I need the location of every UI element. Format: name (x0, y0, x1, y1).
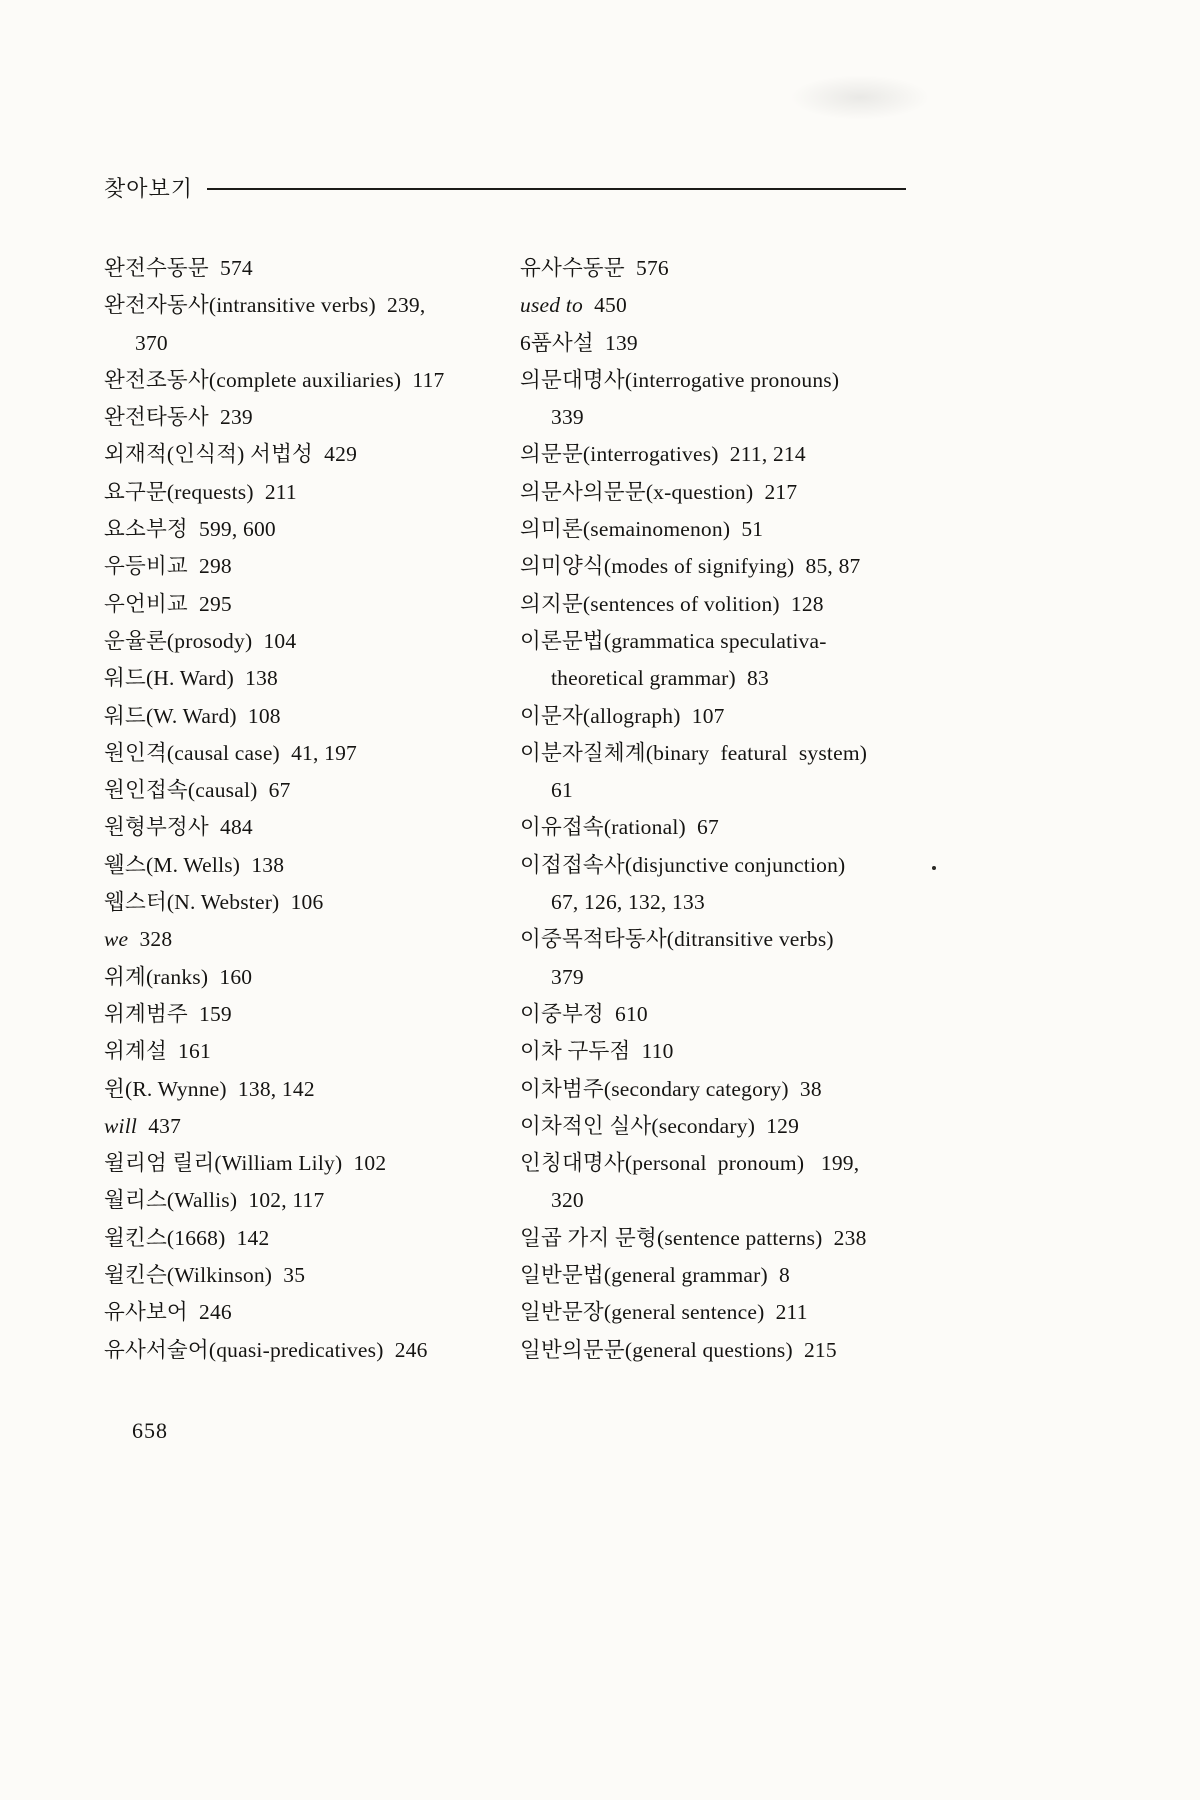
index-entry-text: 유사수동문 576 (520, 256, 669, 280)
index-entry-continuation (520, 399, 936, 436)
index-entry (104, 698, 520, 735)
index-entry-continuation (520, 884, 936, 921)
index-entry (520, 287, 936, 324)
index-entry (104, 362, 520, 399)
index-entry-text: 완전타동사 239 (104, 405, 253, 430)
index-entry-text: 이접접속사(disjunctive conjunction) (520, 852, 846, 877)
index-entry-text: 이중목적타동사(ditransitive verbs) (520, 927, 834, 952)
index-entry (520, 996, 936, 1033)
index-entry-text: 의미양식(modes of signifying) 85, 87 (520, 554, 861, 579)
index-entry-text: 이차적인 실사(secondary) 129 (520, 1113, 800, 1138)
index-entry-text: 일반문장(general sentence) 211 (520, 1300, 808, 1325)
index-entry-text: 일반문법(general grammar) 8 (520, 1263, 790, 1288)
index-entry-text: 윈(R. Wynne) 138, 142 (104, 1076, 315, 1101)
index-entry-text: 이유접속(rational) 67 (520, 815, 719, 840)
index-entry-text: 이차 구두점 110 (520, 1039, 674, 1064)
index-entry (520, 325, 936, 362)
index-entry (104, 1033, 520, 1070)
index-entry-text: 450 (582, 293, 627, 318)
index-entry-text: 윌리엄 릴리(William Lily) 102 (104, 1151, 387, 1176)
index-entry-text: 원인격(causal case) 41, 197 (104, 740, 357, 765)
page-number: 658 (132, 1418, 168, 1443)
index-entry (520, 1071, 936, 1108)
index-entry-continuation (520, 660, 936, 697)
index-entry-text: 339 (551, 405, 584, 430)
index-entry-text: 완전수동문 574 (104, 256, 253, 280)
index-entry (520, 548, 936, 585)
scan-artifact-dot (932, 866, 936, 870)
index-entry (520, 1033, 936, 1070)
page-header-title: 찾아보기 (104, 176, 194, 201)
index-entry (104, 996, 520, 1033)
index-entry (104, 436, 520, 473)
index-entry (520, 1220, 936, 1257)
index-entry-text: 우언비교 295 (104, 591, 232, 616)
index-entry (104, 772, 520, 809)
index-entry (104, 884, 520, 921)
index-entry (520, 809, 936, 846)
index-entry-text: 일곱 가지 문형(sentence patterns) 238 (520, 1225, 867, 1250)
index-entry-text: 위계설 161 (104, 1039, 211, 1064)
index-entry-continuation (520, 959, 936, 996)
index-entry (520, 921, 936, 958)
index-entry-text: 일반의문문(general questions) 215 (520, 1337, 837, 1362)
index-entry (104, 1182, 520, 1219)
index-column-right (520, 250, 936, 1369)
index-entry-text: 의지문(sentences of volition) 128 (520, 591, 824, 616)
page-header (104, 172, 906, 203)
index-term-italic: we (104, 927, 129, 952)
index-entry-text: 웹스터(N. Webster) 106 (104, 890, 324, 915)
index-entry (520, 362, 936, 399)
index-entry-text: 437 (137, 1113, 182, 1138)
index-entry-text: 의문문(interrogatives) 211, 214 (520, 442, 806, 467)
index-entry-text: 외재적(인식적) 서법성 429 (104, 442, 358, 467)
index-entry (520, 1145, 936, 1182)
index-entry-text: 유사서술어(quasi-predicatives) 246 (104, 1337, 428, 1362)
index-entry-text: 320 (551, 1188, 584, 1213)
header-rule (207, 188, 906, 191)
index-column-left (104, 250, 520, 1369)
index-entry (104, 959, 520, 996)
index-entry-text: 61 (551, 778, 573, 803)
index-entry (520, 1294, 936, 1331)
index-entry-continuation (520, 1182, 936, 1219)
index-entry (104, 511, 520, 548)
index-entry (104, 921, 520, 958)
index-entry-text: 의미론(semainomenon) 51 (520, 517, 764, 542)
index-entry (520, 586, 936, 623)
index-entry (520, 250, 936, 287)
index-entry (520, 474, 936, 511)
index-entry-text: 워드(H. Ward) 138 (104, 666, 278, 691)
index-entry-text: 월리스(Wallis) 102, 117 (104, 1188, 325, 1213)
index-entry-text: 윌킨스(1668) 142 (104, 1225, 270, 1250)
index-entry-text: 워드(W. Ward) 108 (104, 703, 281, 728)
index-entry-text: 이문자(allograph) 107 (520, 703, 725, 728)
index-entry (104, 399, 520, 436)
index-entry-continuation (104, 325, 520, 362)
index-entry (104, 474, 520, 511)
index-entry-text: 의문대명사(interrogative pronouns) (520, 367, 840, 392)
index-entry (520, 1257, 936, 1294)
index-entry (104, 809, 520, 846)
index-entry-text: 이분자질체계(binary featural system) (520, 740, 868, 765)
index-entry-text: 인칭대명사(personal pronoum) 199, (520, 1151, 860, 1176)
index-entry (104, 735, 520, 772)
index-entry-text: 완전조동사(complete auxiliaries) 117 (104, 367, 445, 392)
index-entry-continuation (520, 772, 936, 809)
index-entry (520, 698, 936, 735)
index-entry-text: 우등비교 298 (104, 554, 232, 579)
index-entry-text: 67, 126, 132, 133 (551, 890, 705, 915)
index-entry-text: 이론문법(grammatica speculativa- (520, 628, 827, 653)
index-entry (104, 250, 520, 287)
index-entry-text: 328 (128, 927, 173, 952)
index-entry-text: 이차범주(secondary category) 38 (520, 1076, 822, 1101)
index-entry-text: 원형부정사 484 (104, 815, 253, 840)
index-entry-text: 유사보어 246 (104, 1300, 232, 1325)
index-entry (104, 1332, 520, 1369)
scan-smudge (790, 75, 930, 120)
index-entry-text: 완전자동사(intransitive verbs) 239, (104, 293, 426, 318)
index-term-italic: used to (520, 293, 583, 318)
index-entry-text: 370 (135, 330, 168, 355)
index-entry (520, 623, 936, 660)
index-entry (104, 847, 520, 884)
index-entry-text: 위계(ranks) 160 (104, 964, 253, 989)
index-entry-text: 위계범주 159 (104, 1001, 232, 1026)
index-entry (104, 1294, 520, 1331)
index-entry-text: 요구문(requests) 211 (104, 479, 297, 504)
index-entry (520, 1332, 936, 1369)
index-entry-text: 6품사설 139 (520, 330, 638, 355)
index-entry (104, 586, 520, 623)
index-entry (104, 1257, 520, 1294)
index-entry-text: 의문사의문문(x-question) 217 (520, 479, 798, 504)
index-entry (104, 623, 520, 660)
index-entry-text: theoretical grammar) 83 (551, 666, 769, 691)
index-entry-text: 요소부정 599, 600 (104, 517, 276, 542)
index-columns (104, 250, 936, 1369)
index-entry (520, 1108, 936, 1145)
index-entry (104, 1071, 520, 1108)
index-entry (104, 660, 520, 697)
index-entry (520, 735, 936, 772)
index-entry-text: 원인접속(causal) 67 (104, 778, 291, 803)
index-entry-text: 윌킨슨(Wilkinson) 35 (104, 1263, 306, 1288)
index-entry (104, 1145, 520, 1182)
index-entry (104, 1220, 520, 1257)
index-entry (520, 847, 936, 884)
index-entry-text: 운율론(prosody) 104 (104, 628, 297, 653)
index-entry (104, 287, 520, 324)
index-entry-text: 379 (551, 964, 584, 989)
index-entry (520, 436, 936, 473)
index-entry (520, 511, 936, 548)
index-entry (104, 1108, 520, 1145)
index-entry-text: 이중부정 610 (520, 1001, 648, 1026)
index-entry (104, 548, 520, 585)
index-term-italic: will (104, 1113, 138, 1138)
index-entry-text: 웰스(M. Wells) 138 (104, 852, 285, 877)
